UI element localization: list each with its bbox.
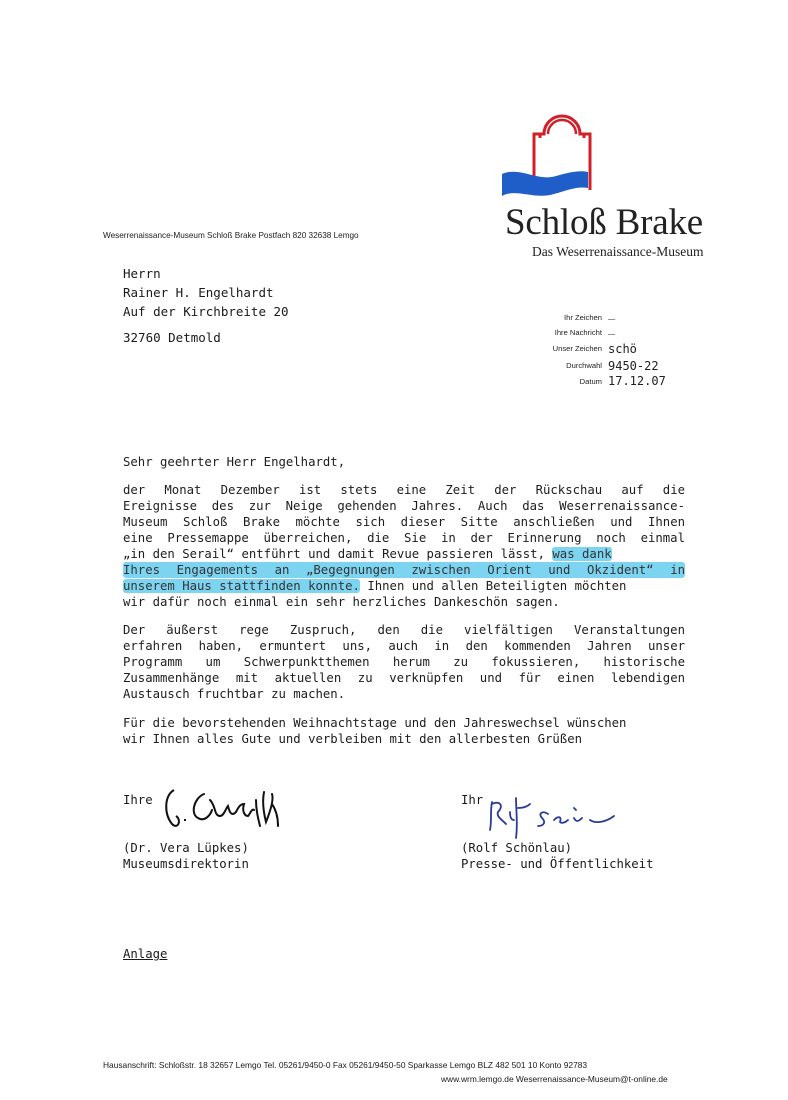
signatory-title-right: Presse- und Öffentlichkeit — [461, 857, 654, 871]
body-line: wir dafür noch einmal ein sehr herzliches Dankeschön sagen. — [123, 595, 560, 609]
signature-prefix-right: Ihr — [461, 793, 484, 807]
signatory-title-left: Museumsdirektorin — [123, 857, 249, 871]
body-line: Programm um Schwerpunktthemen herum zu fokussieren, historische — [123, 655, 685, 669]
body-line: Für die bevorstehenden Weihnachtstage und den Jahreswechsel wünschen — [123, 716, 627, 730]
handwritten-signature-left — [160, 780, 290, 840]
signatory-name-right: (Rolf Schönlau) — [461, 841, 573, 855]
body-line — [123, 578, 626, 594]
brand-subtitle: Das Weserrenaissance-Museum — [532, 244, 704, 259]
museum-logo — [498, 112, 606, 212]
body-line — [123, 546, 612, 562]
footer-address: Hausanschrift: Schloßstr. 18 32657 Lemgo Tel. 05261/9450-0 Fax 05261/9450-50 Sparkasse Lemgo BLZ 482 501 10 Konto 92783 — [103, 1060, 588, 1070]
highlighted-text: was dank — [552, 547, 612, 561]
body-line: Ereignisse des zur Neige gehenden Jahres. Auch das Weserrenaissance- — [123, 499, 685, 513]
sender-return-address: Weserrenaissance-Museum Schloß Brake Postfach 820 32638 Lemgo — [103, 231, 359, 240]
signature-prefix-left: Ihre — [123, 793, 153, 807]
logo-wave — [502, 171, 588, 196]
body-line: wir Ihnen alles Gute und verbleiben mit den allerbesten Grüßen — [123, 732, 583, 746]
body-text-segment: „in den Serail“ entführt und damit Revue passieren lässt, — [123, 547, 553, 561]
ref-label-ihr-zeichen: Ihr Zeichen — [564, 313, 602, 322]
ref-label-ihre-nachricht: Ihre Nachricht — [554, 328, 602, 337]
footer-contact: www.wrm.lemgo.de Weserrenaissance-Museum@t-online.de — [441, 1074, 668, 1084]
highlighted-text: Ihres Engagements an „Begegnungen zwischen Orient und Okzident“ in — [123, 563, 685, 577]
ref-value-ihr-zeichen: _ — [608, 306, 616, 320]
recipient-salutation: Herrn — [123, 266, 161, 281]
ref-label-durchwahl: Durchwahl — [566, 361, 602, 370]
ref-value-ihre-nachricht: _ — [608, 321, 616, 335]
body-line: Museum Schloß Brake möchte sich dieser Sitte anschließen und Ihnen — [123, 515, 685, 529]
body-line: eine Pressemappe überreichen, die Sie in der Erinnerung noch einmal — [123, 531, 685, 545]
ref-label-unser-zeichen: Unser Zeichen — [552, 344, 602, 353]
signatory-name-left: (Dr. Vera Lüpkes) — [123, 841, 249, 855]
body-line: Zusammenhänge mit aktuellen zu verknüpfen und für einen lebendigen — [123, 671, 685, 685]
handwritten-signature-right — [486, 790, 626, 840]
recipient-name: Rainer H. Engelhardt — [123, 285, 274, 300]
brand-name: Schloß Brake — [505, 202, 703, 243]
body-line: der Monat Dezember ist stets eine Zeit der Rückschau auf die — [123, 483, 685, 497]
body-line: Der äußerst rege Zuspruch, den die vielfältigen Veranstaltungen — [123, 623, 685, 637]
ref-value-durchwahl: 9450-22 — [608, 359, 659, 373]
greeting: Sehr geehrter Herr Engelhardt, — [123, 455, 346, 469]
ref-label-datum: Datum — [579, 377, 602, 386]
ref-value-unser-zeichen: schö — [608, 342, 637, 356]
enclosure-label: Anlage — [123, 947, 168, 961]
recipient-street: Auf der Kirchbreite 20 — [123, 304, 289, 319]
body-line: Austausch fruchtbar zu machen. — [123, 687, 346, 701]
ref-value-datum: 17.12.07 — [608, 374, 666, 388]
highlighted-text: unserem Haus stattfinden konnte. — [123, 579, 360, 593]
recipient-city: 32760 Detmold — [123, 330, 221, 345]
body-line: erfahren haben, ermuntert uns, auch in den kommenden Jahren unser — [123, 639, 685, 653]
body-text-segment: Ihnen und allen Beteiligten möchten — [359, 579, 627, 593]
